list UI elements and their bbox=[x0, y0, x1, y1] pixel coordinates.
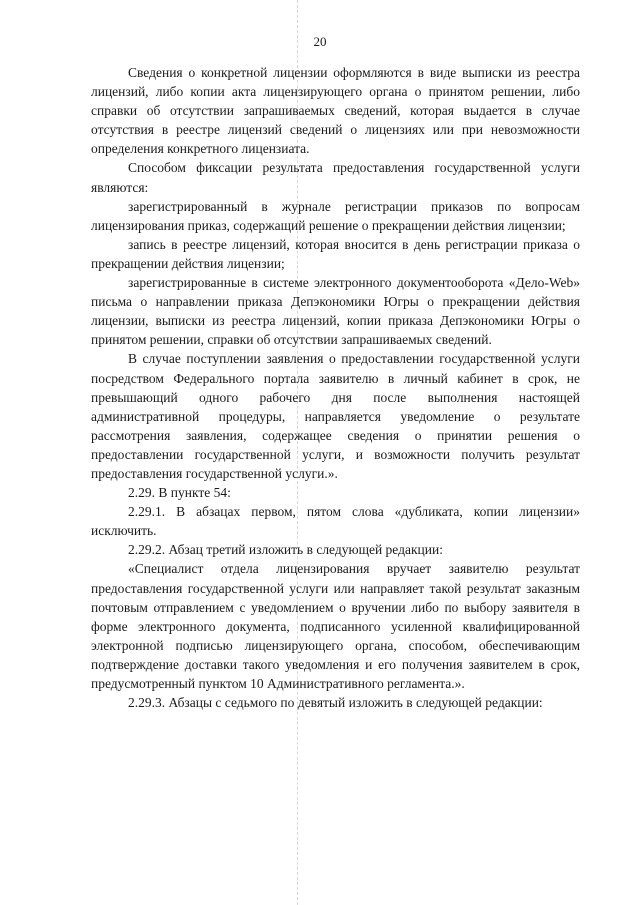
paragraph-fixation-method: Способом фиксации результата предоставления государственной услуги являются: bbox=[91, 160, 580, 195]
paragraph-registry-record: запись в реестре лицензий, которая вносится в день регистрации приказа о прекращении действия лицензии; bbox=[91, 236, 580, 271]
paragraph-registered-order: зарегистрированный в журнале регистрации приказов по вопросам лицензирования приказ, содержащий решение о прекращении действия лицензии; bbox=[91, 198, 580, 233]
paragraph-2-29: 2.29. В пункте 54: bbox=[128, 485, 231, 501]
paragraph-2-29-2: 2.29.2. Абзац третий изложить в следующей редакции: bbox=[128, 542, 443, 558]
paragraph-quoted-specialist: «Специалист отдела лицензирования вручает заявителю результат предоставления государственной услуги или направляет такой результат заказным почтовым отправлением с уведомлением о вручении либо по выбору заявителя в форме электронного документа, подписанного усиленной квалифицированной электронной подписью лицензирующего органа, способом, обеспечивающим подтверждение доставки такого уведомления и его получения заявителем в срок, предусмотренный пунктом 10 Административного регламента.». bbox=[91, 561, 580, 691]
document-body bbox=[91, 63, 580, 712]
page-number: 20 bbox=[313, 34, 327, 49]
paragraph-2-29-1: 2.29.1. В абзацах первом, пятом слова «дубликата, копии лицензии» исключить. bbox=[91, 504, 580, 539]
paragraph-2-29-3: 2.29.3. Абзацы с седьмого по девятый изложить в следующей редакции: bbox=[128, 695, 543, 711]
paragraph-delo-web-letters: зарегистрированные в системе электронного документооборота «Дело-Web» письма о направлении приказа Депэкономики Югры о прекращении действия лицензии, выписки из реестра лицензий, копии приказа Депэкономики Югры о принятом решении, справки об отсутствии запрашиваемых сведений. bbox=[91, 275, 580, 348]
paragraph-license-info: Сведения о конкретной лицензии оформляются в виде выписки из реестра лицензий, либо копии акта лицензирующего органа о принятом решении, либо справки об отсутствии запрашиваемых сведений, которая выдается в случае отсутствия в реестре лицензий сведений о лицензиях или при невозможности определения конкретного лицензиата. bbox=[91, 65, 580, 157]
paragraph-portal-notification: В случае поступлении заявления о предоставлении государственной услуги посредством Федерального портала заявителю в личный кабинет в срок, не превышающий одного рабочего дня после выполнения настоящей административной процедуры, направляется уведомление о результате рассмотрения заявления, содержащее сведения о принятии решения о предоставлении государственной услуги, и возможности получить результат предоставления государственной услуги.». bbox=[91, 351, 580, 481]
